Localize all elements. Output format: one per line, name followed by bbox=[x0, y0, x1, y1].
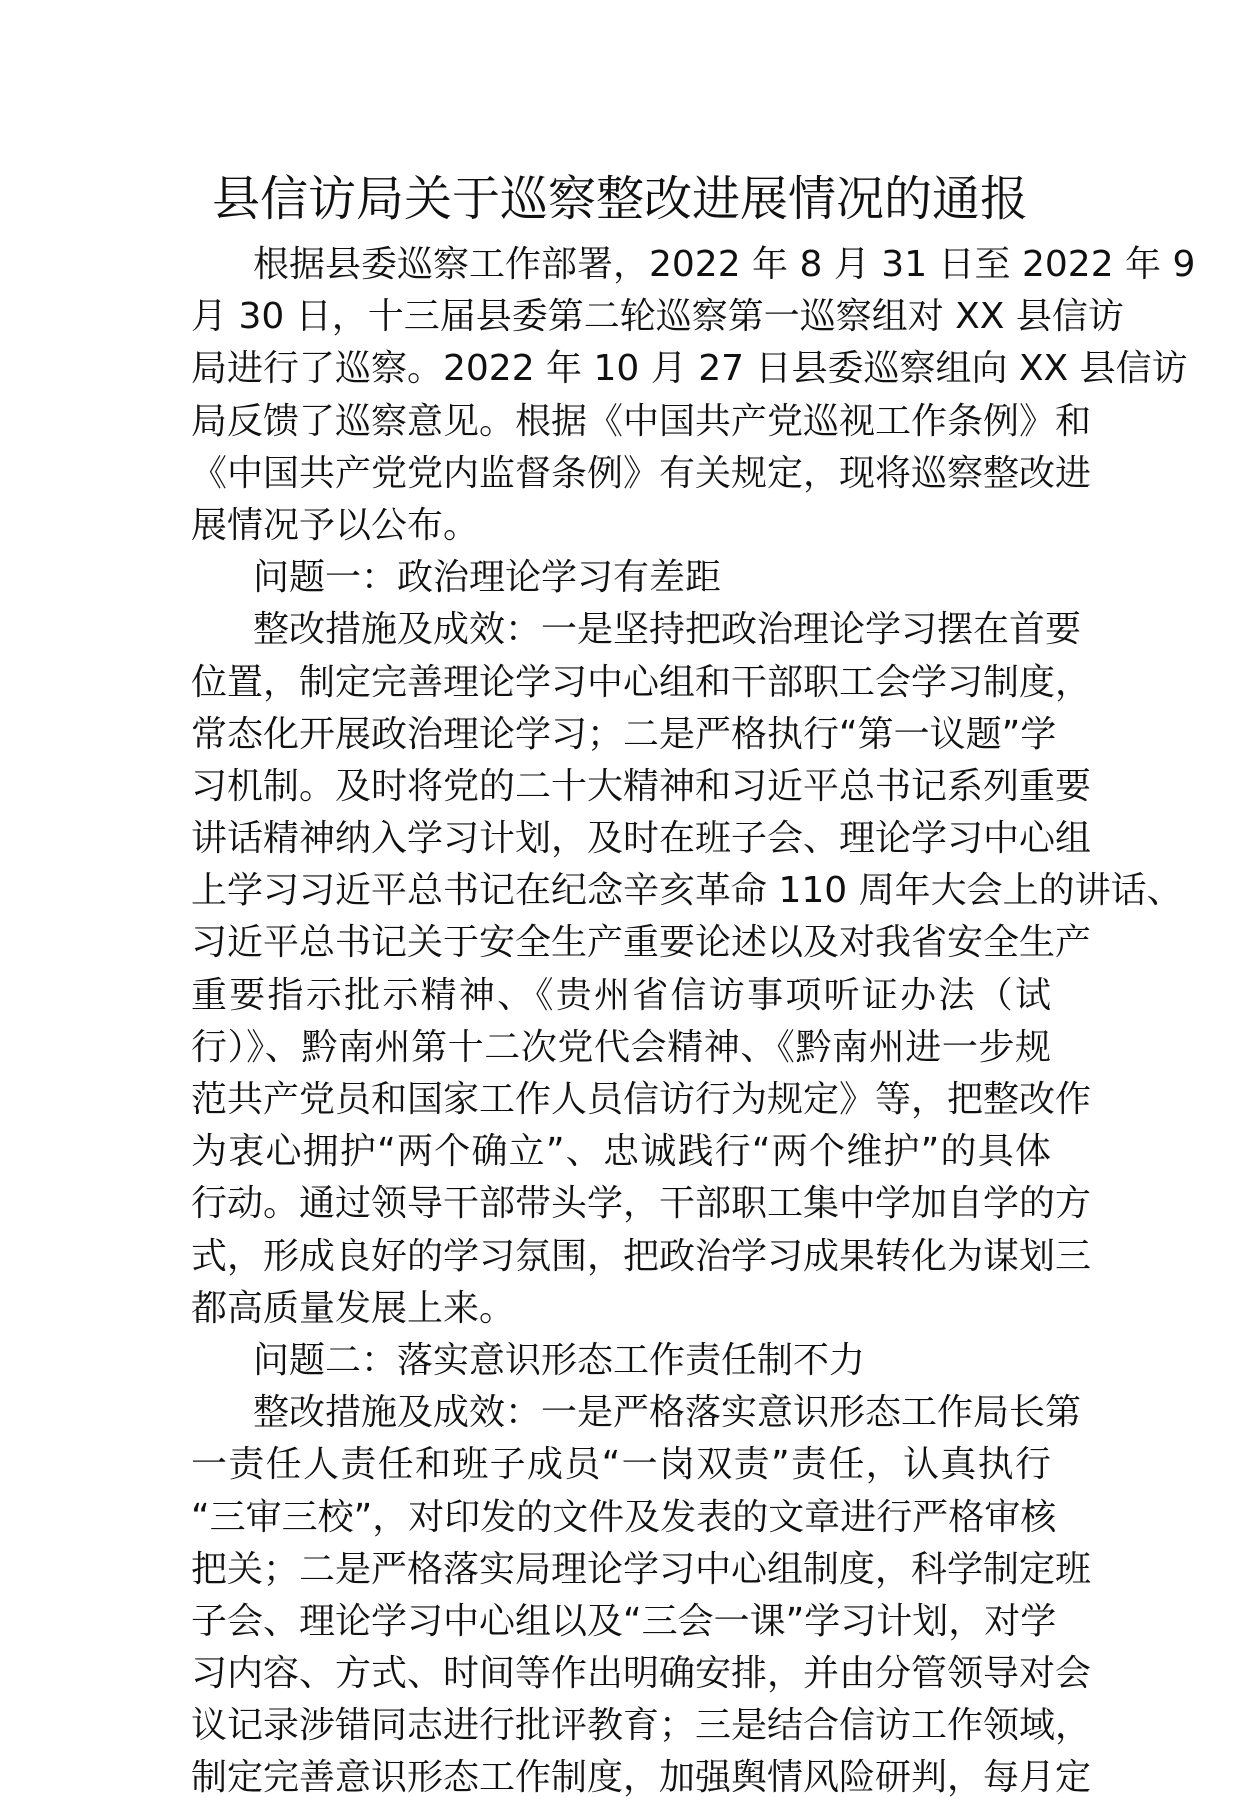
body-line: 局反馈了巡察意见。根据《中国共产党巡视工作条例》和 bbox=[191, 400, 1092, 442]
body-line: 一责任人责任和班子成员“一岗双责”责任，认真执行 bbox=[191, 1444, 1051, 1486]
body-line: 展情况予以公布。 bbox=[191, 504, 480, 546]
body-line: 根据县委巡察工作部署，2022 年 8 月 31 日至 2022 年 9 bbox=[253, 244, 1196, 285]
body-line: 常态化开展政治理论学习；二是严格执行“第一议题”学 bbox=[191, 713, 1057, 755]
body-line: 习内容、方式、时间等作出明确安排，并由分管领导对会 bbox=[191, 1653, 1092, 1695]
body-line: 重要指示批示精神、《贵州省信访事项听证办法（试 bbox=[191, 974, 1051, 1016]
body-line: “三审三校”，对印发的文件及发表的文章进行严格审核 bbox=[191, 1496, 1057, 1538]
body-line: 习近平总书记关于安全生产重要论述以及对我省安全生产 bbox=[191, 922, 1092, 964]
body-line: 行）》、黔南州第十二次党代会精神、《黔南州进一步规 bbox=[191, 1026, 1051, 1068]
body-line: 把关；二是严格落实局理论学习中心组制度，科学制定班 bbox=[191, 1548, 1092, 1590]
section-heading: 问题二：落实意识形态工作责任制不力 bbox=[253, 1339, 866, 1381]
body-line: 制定完善意识形态工作制度，加强舆情风险研判，每月定 bbox=[191, 1757, 1092, 1799]
body-line: 上学习习近平总书记在纪念辛亥革命 110 周年大会上的讲话、 bbox=[191, 870, 1183, 912]
body-line: 习机制。及时将党的二十大精神和习近平总书记系列重要 bbox=[191, 765, 1092, 807]
body-line: 都高质量发展上来。 bbox=[191, 1287, 516, 1329]
body-line: 行动。通过领导干部带头学，干部职工集中学加自学的方 bbox=[191, 1183, 1092, 1225]
body-line: 月 30 日，十三届县委第二轮巡察第一巡察组对 XX 县信访 bbox=[191, 296, 1124, 338]
body-line: 范共产党员和国家工作人员信访行为规定》等，把整改作 bbox=[191, 1079, 1092, 1120]
body-line: 为衷心拥护“两个确立”、忠诚践行“两个维护”的具体 bbox=[191, 1131, 1051, 1173]
body-line: 式，形成良好的学习氛围，把政治学习成果转化为谋划三 bbox=[191, 1235, 1092, 1277]
body-line: 整改措施及成效：一是坚持把政治理论学习摆在首要 bbox=[253, 609, 1082, 651]
body-line: 整改措施及成效：一是严格落实意识形态工作局长第 bbox=[253, 1392, 1082, 1434]
body-line: 子会、理论学习中心组以及“三会一课”学习计划，对学 bbox=[191, 1600, 1057, 1642]
section-heading: 问题一：政治理论学习有差距 bbox=[253, 557, 722, 599]
body-line: 位置，制定完善理论学习中心组和干部职工会学习制度， bbox=[191, 661, 1092, 703]
body-line: 局进行了巡察。2022 年 10 月 27 日县委巡察组向 XX 县信访 bbox=[191, 348, 1188, 390]
document-body bbox=[191, 239, 1196, 1805]
body-line: 讲话精神纳入学习计划，及时在班子会、理论学习中心组 bbox=[191, 818, 1092, 860]
document-title: 县信访局关于巡察整改进展情况的通报 bbox=[211, 171, 1028, 227]
body-line: 《中国共产党党内监督条例》有关规定，现将巡察整改进 bbox=[191, 452, 1092, 494]
body-line: 议记录涉错同志进行批评教育；三是结合信访工作领域， bbox=[191, 1705, 1092, 1747]
